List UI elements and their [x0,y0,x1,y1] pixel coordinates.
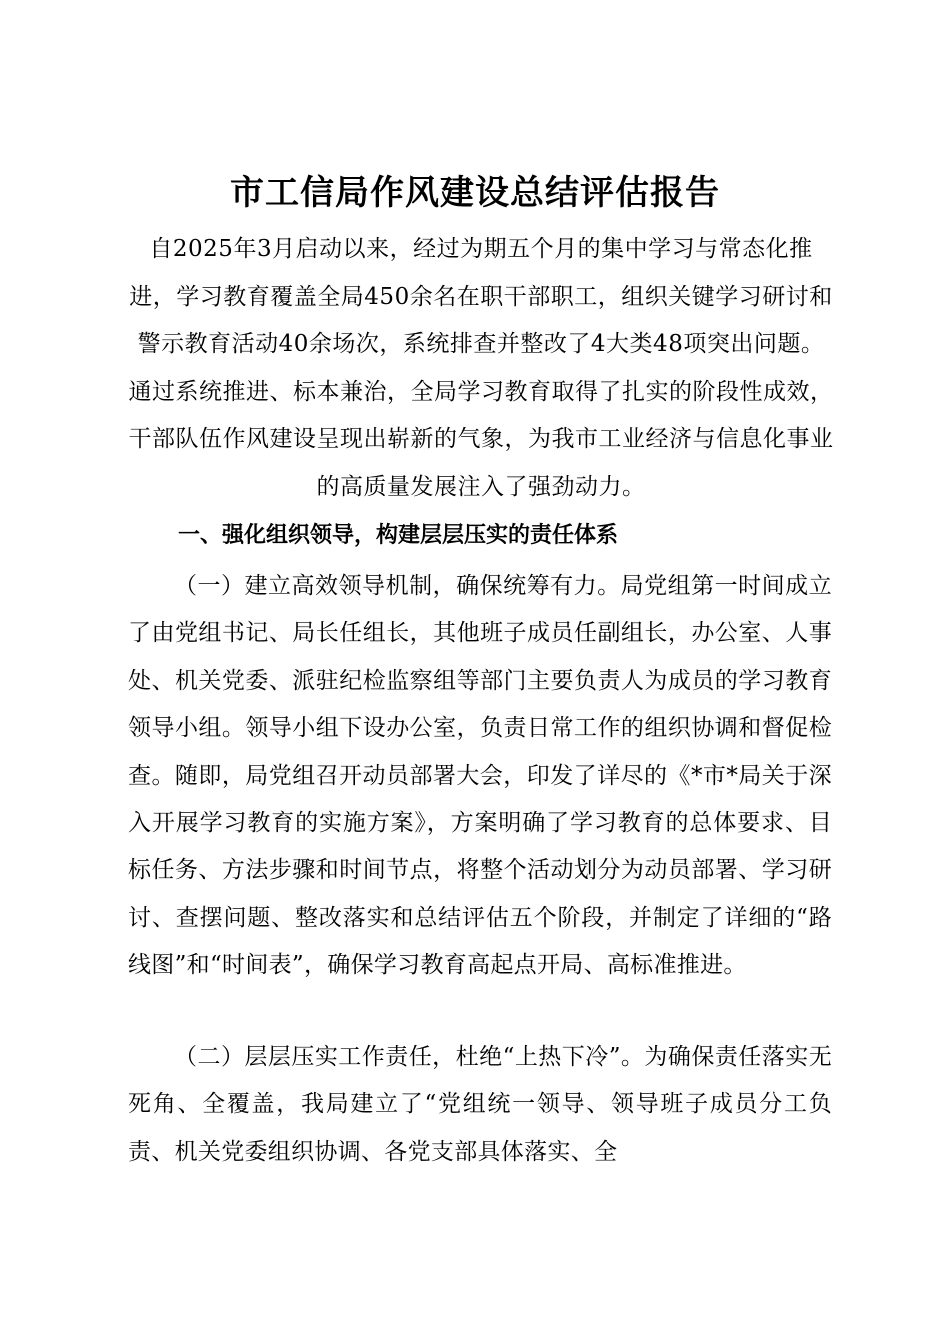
section-heading: 一、强化组织领导，构建层层压实的责任体系 [178,523,619,548]
document-title: 市工信局作风建设总结评估报告 [230,173,720,213]
intro-paragraph: 自2025年3月启动以来，经过为期五个月的集中学习与常态化推进，学习教育覆盖全局450余名在职干部职工，组织关键学习研讨和警示教育活动40余场次，系统排查并整改了4大类48项突出问题。通过系统推进、标本兼治，全局学习教育取得了扎实的阶段性成效，干部队伍作风建设呈现出崭新的气象，为我市工业经济与信息化事业的高质量发展注入了强劲动力。 [128,236,834,500]
body-paragraph: （二）层层压实工作责任，杜绝“上热下冷”。为确保责任落实无死角、全覆盖，我局建立了“党组统一领导、领导班子成员分工负责、机关党委组织协调、各党支部具体落实、全 [128,1044,832,1165]
body-paragraph: （一）建立高效领导机制，确保统筹有力。局党组第一时间成立了由党组书记、局长任组长，其他班子成员任副组长，办公室、人事处、机关党委、派驻纪检监察组等部门主要负责人为成员的学习教育领导小组。领导小组下设办公室，负责日常工作的组织协调和督促检查。随即，局党组召开动员部署大会，印发了详尽的《*市*局关于深入开展学习教育的实施方案》，方案明确了学习教育的总体要求、目标任务、方法步骤和时间节点，将整个活动划分为动员部署、学习研讨、查摆问题、整改落实和总结评估五个阶段，并制定了详细的“路线图”和“时间表”，确保学习教育高起点开局、高标准推进。 [128,573,832,979]
